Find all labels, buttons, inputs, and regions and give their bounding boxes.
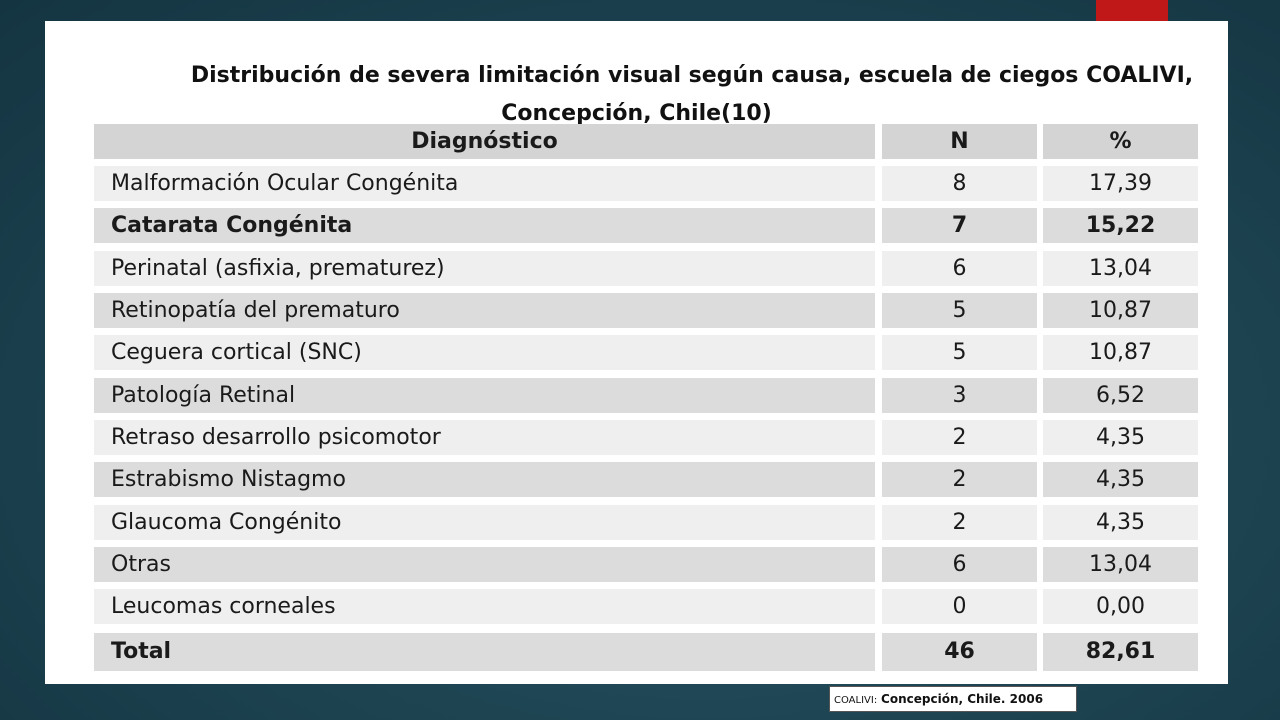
cell-n: 0 bbox=[882, 589, 1037, 624]
cell-n: 2 bbox=[882, 420, 1037, 455]
cell-pct: 6,52 bbox=[1043, 378, 1198, 413]
total-pct: 82,61 bbox=[1043, 633, 1198, 671]
cell-pct: 15,22 bbox=[1043, 208, 1198, 243]
source-footnote bbox=[829, 686, 1077, 712]
total-label: Total bbox=[94, 633, 875, 671]
cell-n: 3 bbox=[882, 378, 1037, 413]
table-row bbox=[94, 208, 1198, 243]
cell-diagnostico: Glaucoma Congénito bbox=[94, 505, 875, 540]
table-row bbox=[94, 505, 1198, 540]
table-row bbox=[94, 166, 1198, 201]
cell-pct: 4,35 bbox=[1043, 505, 1198, 540]
cell-n: 5 bbox=[882, 293, 1037, 328]
cell-pct: 10,87 bbox=[1043, 293, 1198, 328]
header-n: N bbox=[882, 124, 1037, 159]
cell-n: 8 bbox=[882, 166, 1037, 201]
table-row bbox=[94, 547, 1198, 582]
cell-diagnostico: Retraso desarrollo psicomotor bbox=[94, 420, 875, 455]
cell-diagnostico: Leucomas corneales bbox=[94, 589, 875, 624]
slide-title-line2: Concepción, Chile(10) bbox=[501, 101, 772, 124]
cell-diagnostico: Patología Retinal bbox=[94, 378, 875, 413]
cell-diagnostico: Estrabismo Nistagmo bbox=[94, 462, 875, 497]
cell-diagnostico: Perinatal (asfixia, prematurez) bbox=[94, 251, 875, 286]
table-row bbox=[94, 589, 1198, 624]
cell-n: 6 bbox=[882, 251, 1037, 286]
cell-n: 7 bbox=[882, 208, 1037, 243]
cell-pct: 4,35 bbox=[1043, 462, 1198, 497]
cell-diagnostico: Catarata Congénita bbox=[94, 208, 875, 243]
cell-n: 5 bbox=[882, 335, 1037, 370]
header-diagnostico: Diagnóstico bbox=[94, 124, 875, 159]
cell-pct: 17,39 bbox=[1043, 166, 1198, 201]
table-row bbox=[94, 420, 1198, 455]
table-row bbox=[94, 462, 1198, 497]
table-row bbox=[94, 335, 1198, 370]
slide-title-line1: Distribución de severa limitación visual según causa, escuela de ciegos COALIVI, bbox=[190, 63, 1194, 88]
table-row bbox=[94, 378, 1198, 413]
cell-pct: 4,35 bbox=[1043, 420, 1198, 455]
cell-diagnostico: Otras bbox=[94, 547, 875, 582]
cell-n: 6 bbox=[882, 547, 1037, 582]
content-panel bbox=[45, 21, 1228, 684]
footnote-text: Concepción, Chile. 2006 bbox=[881, 692, 1044, 706]
table-header-row bbox=[94, 124, 1198, 159]
table-row bbox=[94, 251, 1198, 286]
red-accent-bar bbox=[1096, 0, 1168, 22]
footnote-org: COALIVI: bbox=[834, 695, 878, 706]
cell-diagnostico: Retinopatía del prematuro bbox=[94, 293, 875, 328]
header-pct: % bbox=[1043, 124, 1198, 159]
cell-pct: 0,00 bbox=[1043, 589, 1198, 624]
cell-pct: 13,04 bbox=[1043, 251, 1198, 286]
cell-n: 2 bbox=[882, 505, 1037, 540]
cell-pct: 10,87 bbox=[1043, 335, 1198, 370]
total-n: 46 bbox=[882, 633, 1037, 671]
cell-pct: 13,04 bbox=[1043, 547, 1198, 582]
table-total-row bbox=[94, 633, 1198, 671]
cell-n: 2 bbox=[882, 462, 1037, 497]
table-row bbox=[94, 293, 1198, 328]
cell-diagnostico: Malformación Ocular Congénita bbox=[94, 166, 875, 201]
cell-diagnostico: Ceguera cortical (SNC) bbox=[94, 335, 875, 370]
